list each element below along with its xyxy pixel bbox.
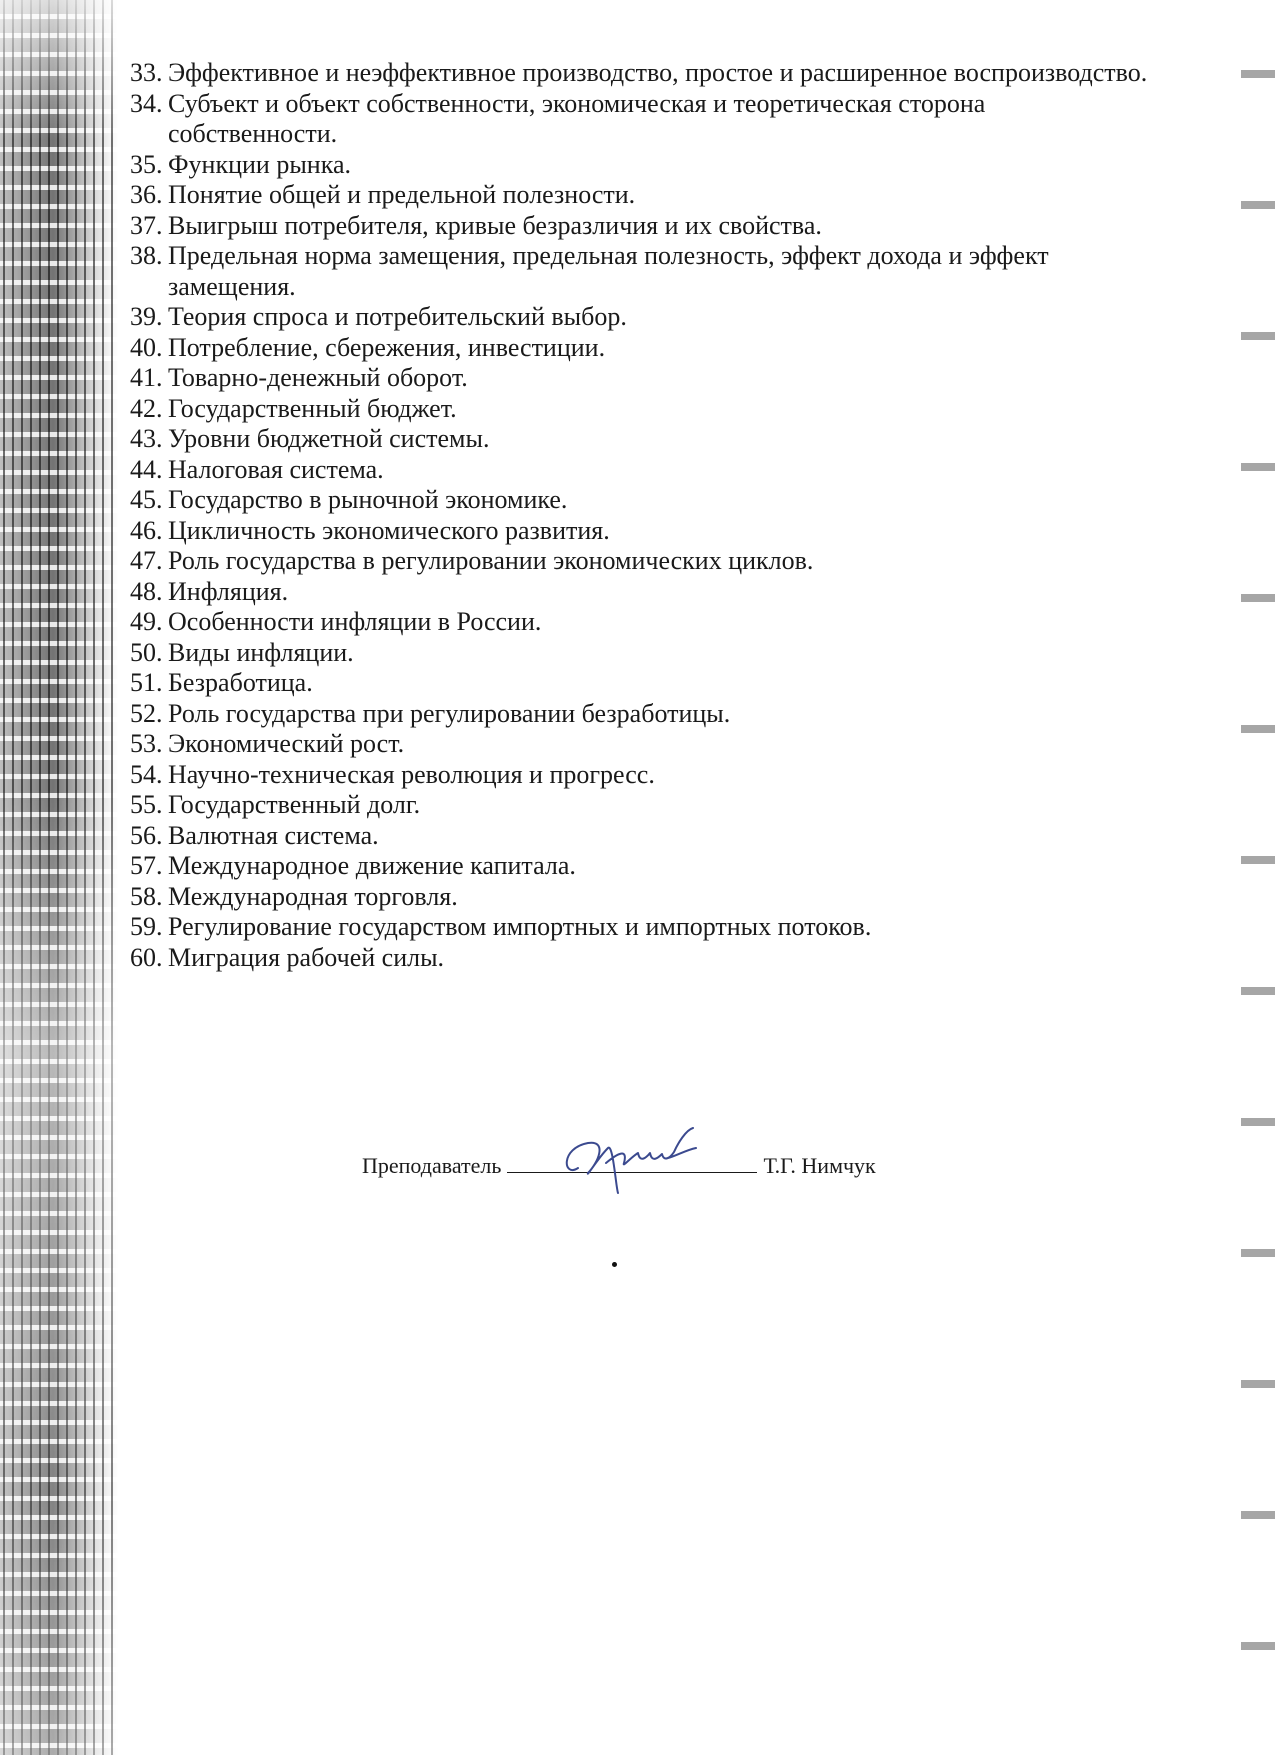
list-item (130, 546, 1150, 577)
item-text: Валютная система. (168, 820, 379, 850)
scan-edge-right (1241, 0, 1275, 1755)
list-item (130, 89, 1150, 150)
item-number: 58. (130, 881, 163, 911)
item-number: 53. (130, 729, 163, 758)
item-text: Выигрыш потребителя, кривые безразличия и их свойства. (168, 210, 822, 240)
role-label: Преподаватель (362, 1153, 502, 1178)
list-item (130, 58, 1150, 89)
list-item (130, 912, 1150, 943)
item-number: 40. (130, 332, 163, 362)
list-item (130, 424, 1150, 455)
list-item (130, 180, 1150, 211)
item-text: Государственный долг. (168, 790, 421, 819)
item-text: Субъект и объект собственности, экономическая и теоретическая сторона собственности. (168, 88, 986, 148)
item-number: 60. (130, 942, 163, 972)
item-number: 46. (130, 515, 163, 545)
list-item (130, 607, 1150, 638)
item-text: Роль государства в регулировании экономических циклов. (168, 546, 814, 575)
list-item (130, 241, 1150, 302)
item-number: 54. (130, 759, 163, 789)
item-number: 48. (130, 576, 163, 606)
item-text: Инфляция. (168, 576, 289, 606)
item-number: 41. (130, 363, 163, 392)
item-number: 50. (130, 637, 163, 667)
item-number: 36. (130, 180, 163, 209)
list-item (130, 882, 1150, 913)
teacher-name: Т.Г. Нимчук (763, 1153, 876, 1178)
item-text: Научно-техническая революция и прогресс. (168, 759, 655, 789)
item-number: 57. (130, 851, 163, 880)
item-number: 55. (130, 790, 163, 819)
item-number: 43. (130, 424, 163, 453)
list-item (130, 394, 1150, 425)
item-text: Регулирование государством импортных и импортных потоков. (168, 912, 872, 941)
list-item (130, 668, 1150, 699)
item-text: Международная торговля. (168, 881, 458, 911)
item-text: Функции рынка. (168, 149, 351, 179)
item-text: Цикличность экономического развития. (168, 515, 610, 545)
item-text: Особенности инфляции в России. (168, 607, 542, 636)
question-list (130, 58, 1150, 973)
item-text: Понятие общей и предельной полезности. (168, 180, 636, 209)
item-text: Роль государства при регулировании безработицы. (168, 698, 731, 728)
stray-dot (612, 1262, 617, 1267)
item-number: 56. (130, 820, 163, 850)
list-item (130, 790, 1150, 821)
list-item (130, 577, 1150, 608)
item-text: Миграция рабочей силы. (168, 942, 445, 972)
item-number: 33. (130, 58, 163, 87)
item-text: Потребление, сбережения, инвестиции. (168, 332, 606, 362)
item-number: 59. (130, 912, 163, 941)
item-number: 49. (130, 607, 163, 636)
list-item (130, 516, 1150, 547)
item-text: Уровни бюджетной системы. (168, 424, 490, 453)
item-number: 37. (130, 210, 163, 240)
item-number: 35. (130, 149, 163, 179)
list-item (130, 150, 1150, 181)
item-number: 47. (130, 546, 163, 575)
item-text: Эффективное и неэффективное производство, простое и расширенное воспроизводство. (168, 58, 1148, 87)
item-text: Теория спроса и потребительский выбор. (168, 302, 627, 331)
item-number: 45. (130, 485, 163, 514)
item-number: 44. (130, 454, 163, 484)
item-text: Государственный бюджет. (168, 393, 457, 423)
item-number: 38. (130, 241, 163, 270)
item-text: Безработица. (168, 668, 313, 697)
item-number: 39. (130, 302, 163, 331)
item-text: Предельная норма замещения, предельная полезность, эффект дохода и эффект замещения. (168, 241, 1049, 301)
item-number: 51. (130, 668, 163, 697)
list-item (130, 211, 1150, 242)
list-item (130, 363, 1150, 394)
list-item (130, 851, 1150, 882)
list-item (130, 638, 1150, 669)
item-number: 52. (130, 698, 163, 728)
list-item (130, 760, 1150, 791)
item-text: Международное движение капитала. (168, 851, 576, 880)
item-number: 42. (130, 393, 163, 423)
item-text: Товарно-денежный оборот. (168, 363, 468, 392)
list-item (130, 699, 1150, 730)
list-item (130, 455, 1150, 486)
item-text: Налоговая система. (168, 454, 384, 484)
list-item (130, 943, 1150, 974)
item-text: Виды инфляции. (168, 637, 354, 667)
item-text: Экономический рост. (168, 729, 405, 758)
list-item (130, 729, 1150, 760)
handwritten-signature (558, 1118, 708, 1198)
list-item (130, 302, 1150, 333)
scan-edge-left (0, 0, 118, 1755)
item-number: 34. (130, 88, 163, 118)
list-item (130, 485, 1150, 516)
list-item (130, 333, 1150, 364)
list-item (130, 821, 1150, 852)
item-text: Государство в рыночной экономике. (168, 485, 568, 514)
